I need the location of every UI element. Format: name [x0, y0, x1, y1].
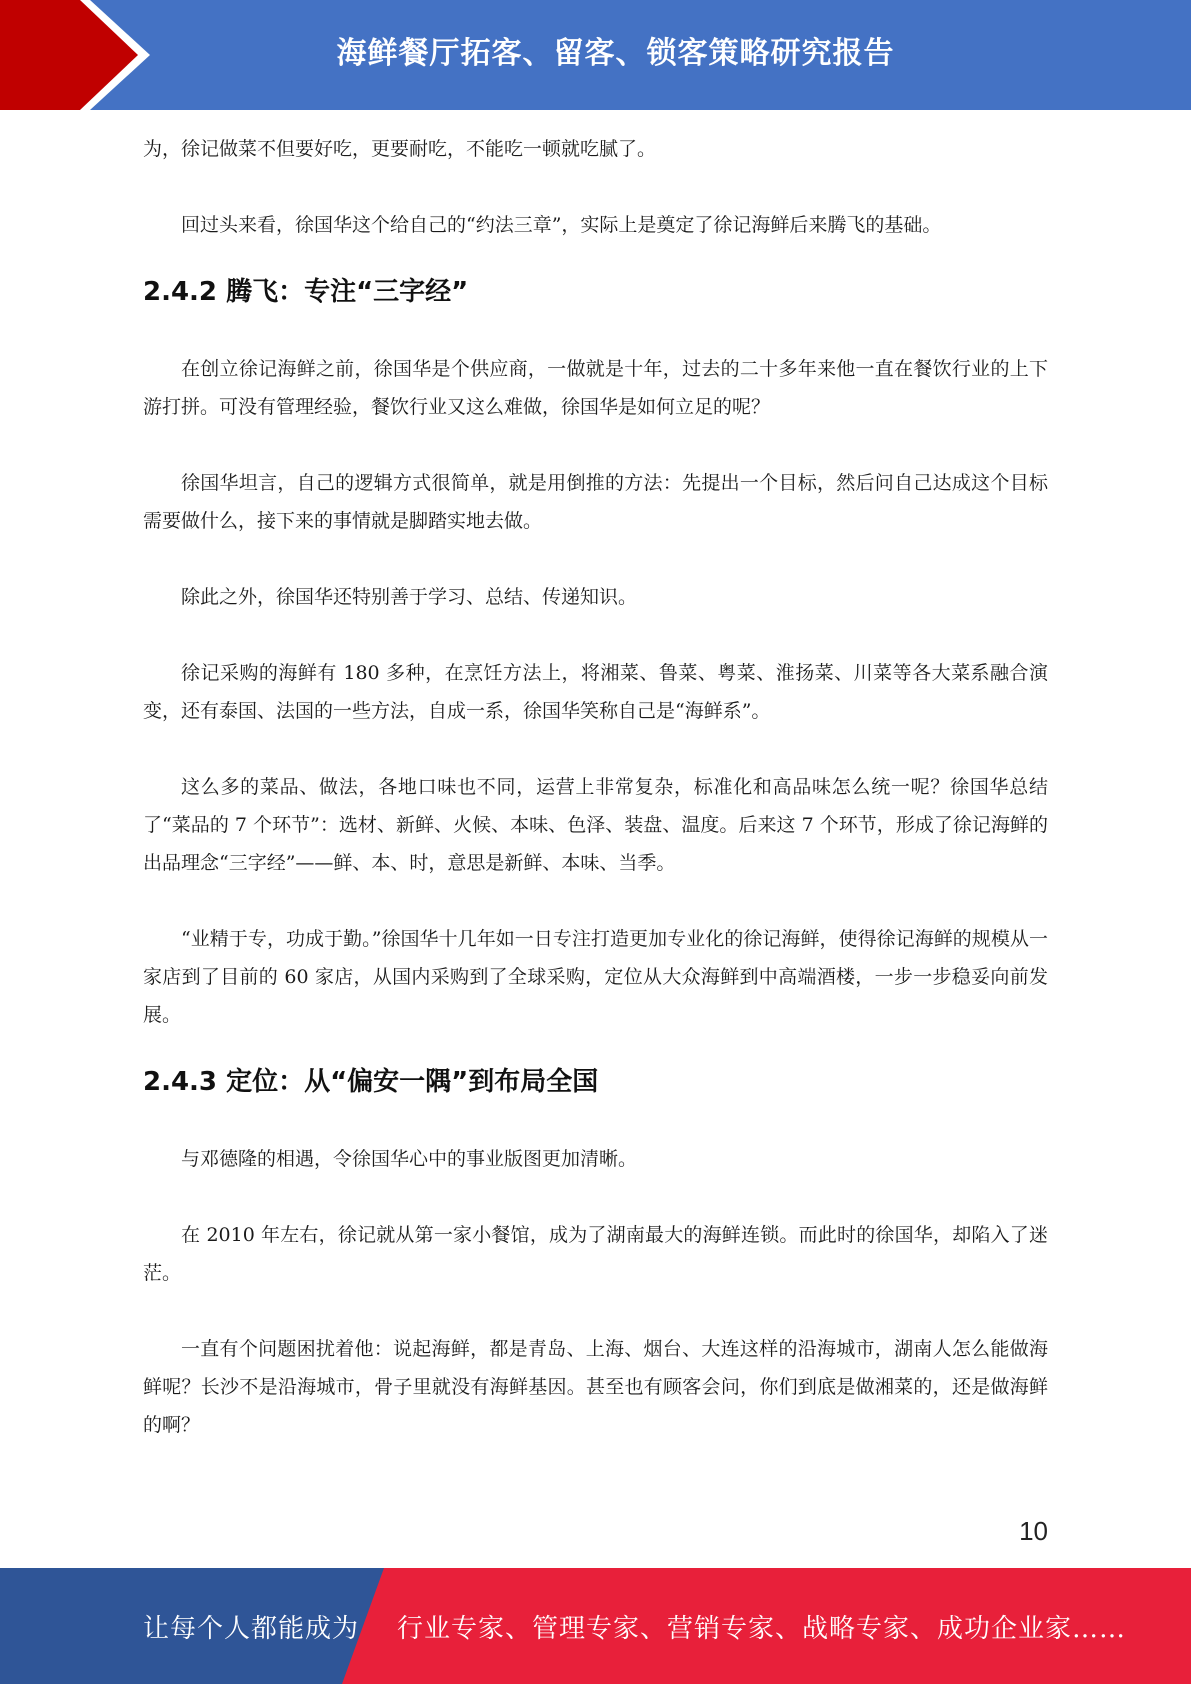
paragraph-2-4-3-3: 一直有个问题困扰着他：说起海鲜，都是青岛、上海、烟台、大连这样的沿海城市，湖南人怎么能做海鲜呢？长沙不是沿海城市，骨子里就没有海鲜基因。甚至也有顾客会问，你们到底是做湘菜的，还是做海鲜的啊？: [143, 1338, 1048, 1436]
footer-slogan-left: 让每个人都能成为: [143, 1613, 360, 1644]
paragraph-2-4-3-1: 与邓德隆的相遇，令徐国华心中的事业版图更加清晰。: [181, 1148, 638, 1170]
section-heading-2-4-2: 2.4.2 腾飞：专注“三字经”: [143, 277, 469, 307]
paragraph-2-4-2-5: 这么多的菜品、做法，各地口味也不同，运营上非常复杂，标准化和高品味怎么统一呢？徐国华总结了“菜品的 7 个环节”：选材、新鲜、火候、本味、色泽、装盘、温度。后来这 7 个环节，形成了徐记海鲜的出品理念“三字经”——鲜、本、时，意思是新鲜、本味、当季。: [143, 776, 1048, 874]
paragraph-2-4-2-1: 在创立徐记海鲜之前，徐国华是个供应商，一做就是十年，过去的二十多年来他一直在餐饮行业的上下游打拼。可没有管理经验，餐饮行业又这么难做，徐国华是如何立足的呢？: [143, 358, 1048, 418]
paragraph-2-4-2-4: 徐记采购的海鲜有 180 多种，在烹饪方法上，将湘菜、鲁菜、粤菜、淮扬菜、川菜等各大菜系融合演变，还有泰国、法国的一些方法，自成一系，徐国华笑称自己是“海鲜系”。: [143, 662, 1048, 722]
paragraph-2-4-2-3: 除此之外，徐国华还特别善于学习、总结、传递知识。: [181, 586, 638, 608]
paragraph-intro-1: 为，徐记做菜不但要好吃，更要耐吃，不能吃一顿就吃腻了。: [143, 138, 657, 160]
report-body: [143, 130, 1048, 1444]
page-footer: [0, 1568, 1191, 1684]
paragraph-intro-2: 回过头来看，徐国华这个给自己的“约法三章”，实际上是奠定了徐记海鲜后来腾飞的基础。: [181, 214, 942, 236]
paragraph-2-4-2-2: 徐国华坦言，自己的逻辑方式很简单，就是用倒推的方法：先提出一个目标，然后问自己达成这个目标需要做什么，接下来的事情就是脚踏实地去做。: [143, 472, 1048, 532]
footer-slogan-right: 行业专家、管理专家、营销专家、战略专家、成功企业家……: [397, 1613, 1127, 1644]
section-heading-2-4-3: 2.4.3 定位：从“偏安一隅”到布局全国: [143, 1067, 599, 1097]
paragraph-2-4-2-6: “业精于专，功成于勤。”徐国华十几年如一日专注打造更加专业化的徐记海鲜，使得徐记海鲜的规模从一家店到了目前的 60 家店，从国内采购到了全球采购，定位从大众海鲜到中高端酒楼，一步一步稳妥向前发展。: [143, 928, 1048, 1026]
page-header: [0, 0, 1191, 110]
paragraph-2-4-3-2: 在 2010 年左右，徐记就从第一家小餐馆，成为了湖南最大的海鲜连锁。而此时的徐国华，却陷入了迷茫。: [143, 1224, 1048, 1284]
header-title: 海鲜餐厅拓客、留客、锁客策略研究报告: [336, 36, 895, 71]
page-number: 10: [1019, 1516, 1048, 1546]
